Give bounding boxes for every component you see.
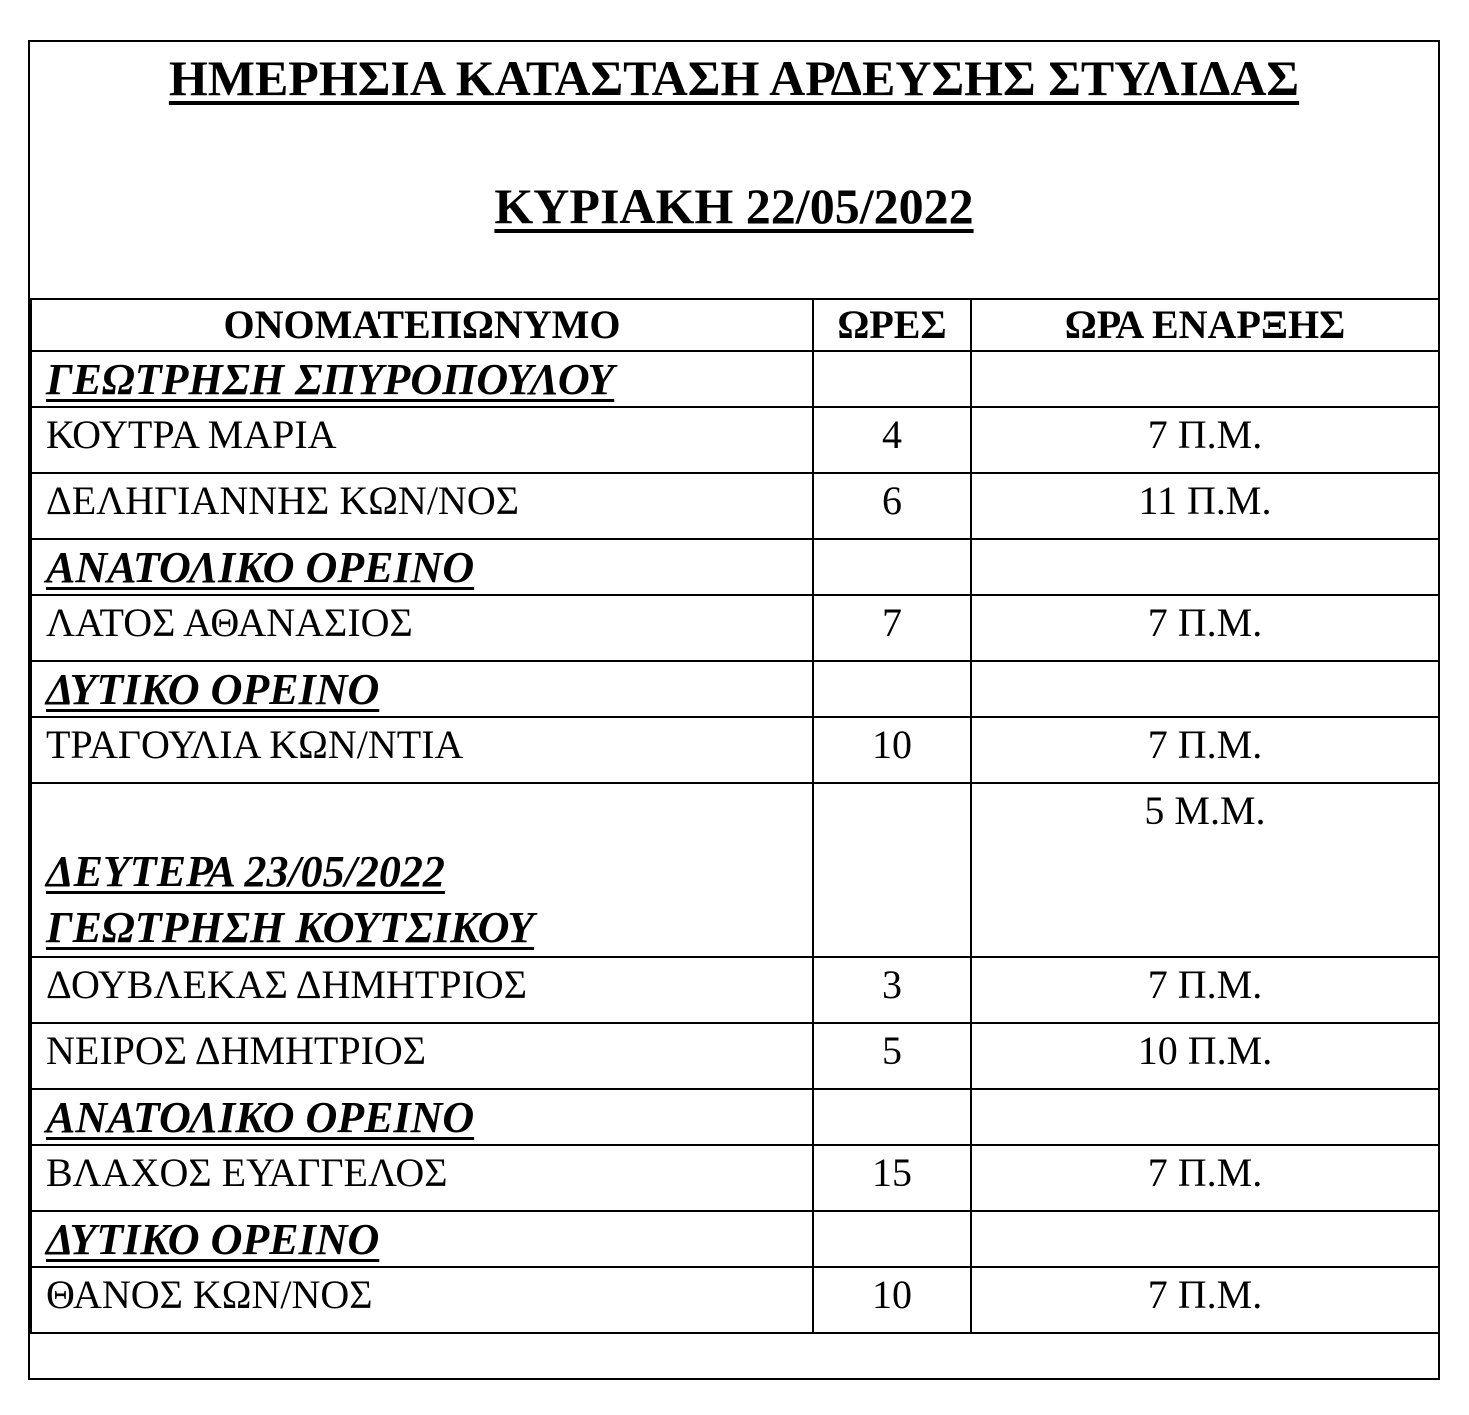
section-title-cell [31,661,813,717]
start-time-cell [971,1211,1439,1267]
start-time-cell [971,1089,1439,1145]
header-hours: ΩΡΕΣ [813,299,971,351]
hours-cell [813,539,971,595]
hours-cell: 10 [813,1267,971,1333]
document-subtitle-text: ΚΥΡΙΑΚΗ 22/05/2022 [494,178,974,234]
hours-cell: 4 [813,407,971,473]
header-name: ΟΝΟΜΑΤΕΠΩΝΥΜΟ [31,299,813,351]
section-title: ΑΝΑΤΟΛΙΚΟ ΟΡΕΙΝΟ [46,543,475,592]
section-row [31,1089,1439,1145]
section-title: ΔΥΤΙΚΟ ΟΡΕΙΝΟ [46,1215,380,1264]
table-row [31,957,1439,1023]
person-name-cell: ΔΟΥΒΛΕΚΑΣ ΔΗΜΗΤΡΙΟΣ [31,957,813,1023]
section-title: ΑΝΑΤΟΛΙΚΟ ΟΡΕΙΝΟ [46,1093,475,1142]
person-name-cell: ΚΟΥΤΡΑ ΜΑΡΙΑ [31,407,813,473]
table-row [31,717,1439,783]
day-section-title-cell [31,783,813,957]
hours-cell [813,783,971,957]
section-title-cell [31,539,813,595]
document-subtitle [30,178,1438,234]
table-body [31,351,1439,1333]
section-title: ΔΥΤΙΚΟ ΟΡΕΙΝΟ [46,665,380,714]
start-time-cell: 11 Π.Μ. [971,473,1439,539]
table-row [31,473,1439,539]
section-title-cell [31,1211,813,1267]
start-time-cell: 7 Π.Μ. [971,1267,1439,1333]
start-time-cell: 7 Π.Μ. [971,407,1439,473]
hours-cell [813,661,971,717]
section-row [31,661,1439,717]
section-row [31,1211,1439,1267]
start-time-cell: 7 Π.Μ. [971,595,1439,661]
table-row [31,595,1439,661]
document-title-text: ΗΜΕΡΗΣΙΑ ΚΑΤΑΣΤΑΣΗ ΑΡΔΕΥΣΗΣ ΣΤΥΛΙΔΑΣ [168,50,1300,106]
section-row [31,351,1439,407]
hours-cell [813,1211,971,1267]
person-name-cell: ΘΑΝΟΣ ΚΩΝ/ΝΟΣ [31,1267,813,1333]
day-section-row [31,783,1439,957]
day-title: ΔΕΥΤΕΡΑ 23/05/2022 [46,847,445,896]
table-row [31,1145,1439,1211]
section-title-cell [31,351,813,407]
document-title [30,50,1438,106]
hours-cell [813,1089,971,1145]
table-header-row [31,299,1439,351]
title-block [30,42,1438,299]
section-title-cell [31,1089,813,1145]
start-time-cell: 7 Π.Μ. [971,1145,1439,1211]
document-frame [28,40,1440,1380]
start-time-cell [971,351,1439,407]
start-time-cell: 5 Μ.Μ. [971,783,1439,957]
section-row [31,539,1439,595]
hours-cell: 3 [813,957,971,1023]
hours-cell: 6 [813,473,971,539]
person-name-cell: ΤΡΑΓΟΥΛΙΑ ΚΩΝ/ΝΤΙΑ [31,717,813,783]
start-time-cell [971,539,1439,595]
table-row [31,407,1439,473]
hours-cell: 15 [813,1145,971,1211]
person-name-cell: ΝΕΙΡΟΣ ΔΗΜΗΤΡΙΟΣ [31,1023,813,1089]
hours-cell [813,351,971,407]
hours-cell: 5 [813,1023,971,1089]
hours-cell: 10 [813,717,971,783]
section-title: ΓΕΩΤΡΗΣΗ ΣΠΥΡΟΠΟΥΛΟΥ [46,355,615,404]
start-time-cell [971,661,1439,717]
section-title: ΓΕΩΤΡΗΣΗ ΚΟΥΤΣΙΚΟΥ [46,903,535,952]
start-time-cell: 7 Π.Μ. [971,717,1439,783]
person-name-cell: ΛΑΤΟΣ ΑΘΑΝΑΣΙΟΣ [31,595,813,661]
irrigation-schedule-table [30,298,1440,1334]
person-name-cell: ΔΕΛΗΓΙΑΝΝΗΣ ΚΩΝ/ΝΟΣ [31,473,813,539]
hours-cell: 7 [813,595,971,661]
header-start: ΩΡΑ ΕΝΑΡΞΗΣ [971,299,1439,351]
person-name-cell: ΒΛΑΧΟΣ ΕΥΑΓΓΕΛΟΣ [31,1145,813,1211]
table-row [31,1267,1439,1333]
start-time-cell: 7 Π.Μ. [971,957,1439,1023]
start-time-cell: 10 Π.Μ. [971,1023,1439,1089]
table-row [31,1023,1439,1089]
